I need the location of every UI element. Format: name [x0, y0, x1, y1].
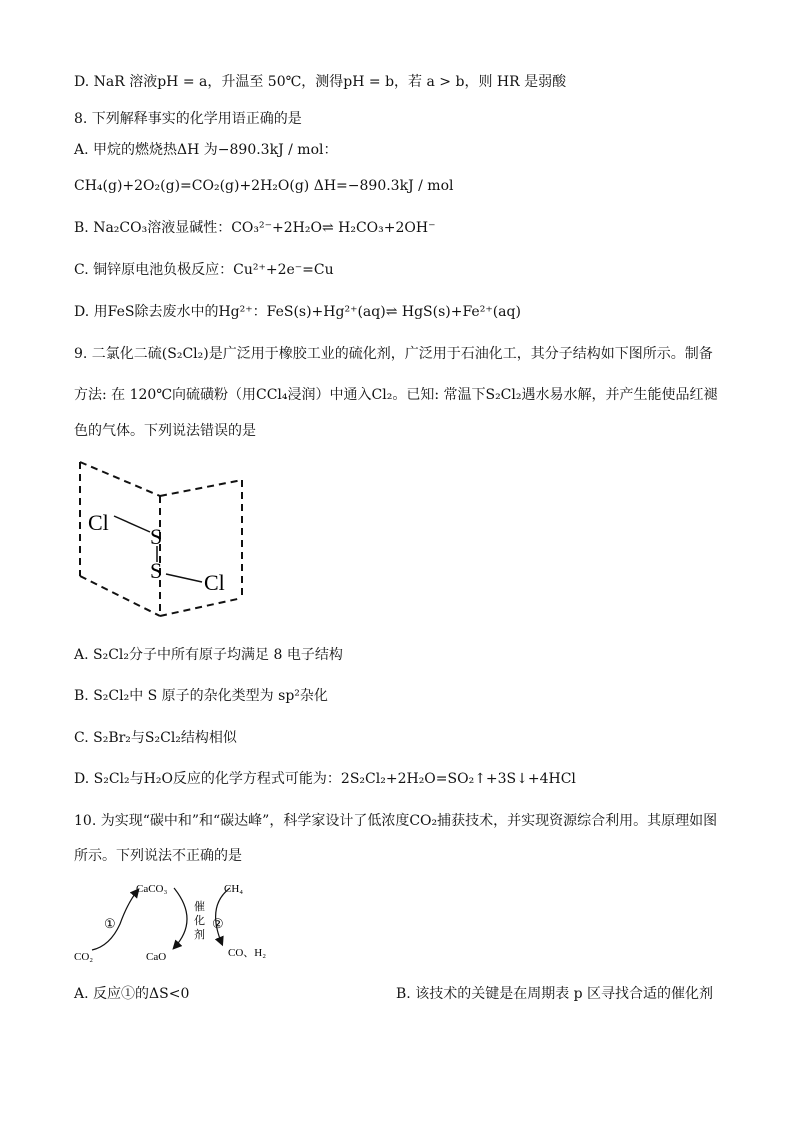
q8-option-c: C. 铜锌原电池负极反应：Cu²⁺+2e⁻=Cu: [74, 262, 334, 278]
q9-option-c: C. S₂Br₂与S₂Cl₂结构相似: [74, 730, 237, 746]
caco3-label: CaCO₃: [136, 883, 168, 895]
cl-atom-top: Cl: [88, 510, 109, 535]
q9-option-d: D. S₂Cl₂与H₂O反应的化学方程式可能为：2S₂Cl₂+2H₂O=SO₂↑+3S↓+4HCl: [74, 771, 576, 787]
s-atom-bottom: S: [150, 558, 163, 583]
ch4-label: CH₄: [224, 883, 244, 895]
q9-option-b: B. S₂Cl₂中 S 原子的杂化类型为 sp²杂化: [74, 688, 328, 704]
q9-stem-line3: 色的气体。下列说法错误的是: [74, 423, 256, 439]
q8-option-a-equation: CH₄(g)+2O₂(g)=CO₂(g)+2H₂O(g) ΔH=−890.3kJ / mol: [74, 178, 454, 194]
q8-stem: 8. 下列解释事实的化学用语正确的是: [74, 111, 302, 127]
step1-label: ①: [104, 916, 116, 931]
products-label: CO、H₂: [228, 947, 267, 959]
cao-label: CaO: [146, 951, 167, 963]
s-atom-top: S: [150, 524, 163, 549]
q10-option-a: A. 反应①的ΔS<0: [74, 986, 190, 1002]
q10-stem-line2: 所示。下列说法不正确的是: [74, 848, 242, 864]
catalyst-char-1: 催: [194, 901, 205, 913]
catalyst-char-2: 化: [194, 915, 205, 927]
q7-option-d: D. NaR 溶液pH = a，升温至 50℃，测得pH = b，若 a > b，则 HR 是弱酸: [74, 74, 567, 90]
q8-option-d: D. 用FeS除去废水中的Hg²⁺：FeS(s)+Hg²⁺(aq)⇌ HgS(s)+Fe²⁺(aq): [74, 304, 521, 320]
q10-stem-line1: 10. 为实现“碳中和”和“碳达峰”，科学家设计了低浓度CO₂捕获技术，并实现资源综合利用。其原理如图: [74, 813, 718, 829]
co2-label: CO₂: [74, 951, 94, 963]
q9-option-a: A. S₂Cl₂分子中所有原子均满足 8 电子结构: [74, 647, 343, 663]
q9-stem-line2: 方法: 在 120℃向硫磺粉（用CCl₄浸润）中通入Cl₂。已知: 常温下S₂Cl₂遇水易水解，并产生能使品红褪: [74, 387, 718, 403]
co2-cycle-diagram: [70, 874, 290, 974]
q9-stem-line1: 9. 二氯化二硫(S₂Cl₂)是广泛用于橡胶工业的硫化剂，广泛用于石油化工，其分子结构如下图所示。制备: [74, 346, 713, 362]
catalyst-char-3: 剂: [194, 929, 205, 941]
q8-option-b: B. Na₂CO₃溶液显碱性：CO₃²⁻+2H₂O⇌ H₂CO₃+2OH⁻: [74, 220, 436, 236]
q10-option-b: B. 该技术的关键是在周期表 p 区寻找合适的催化剂: [396, 986, 714, 1002]
arrow-caco3-to-cao: [174, 888, 187, 948]
s2cl2-structure-figure: [74, 458, 254, 618]
step2-label: ②: [212, 916, 224, 931]
q8-option-a: A. 甲烷的燃烧热ΔH 为−890.3kJ / mol：: [74, 142, 338, 158]
cl-atom-bottom: Cl: [204, 570, 225, 595]
